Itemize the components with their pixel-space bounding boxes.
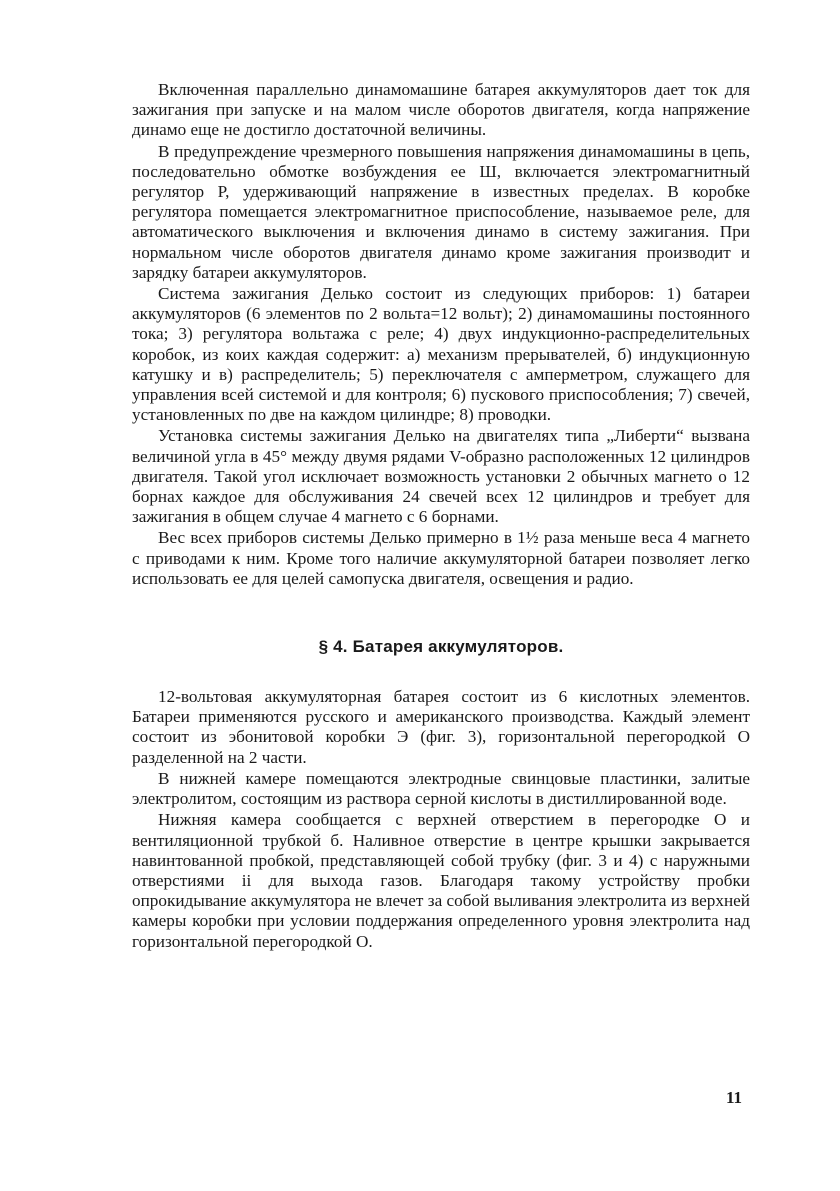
section-heading: § 4. Батарея аккумуляторов. bbox=[318, 637, 564, 657]
paragraph-weight-comparison: Вес всех приборов системы Делько примерно в 1½ раза меньше веса 4 магнето с приводами к ним. Кроме того наличие аккумуляторной батареи позволяет легко использовать ее для целей самопуска двигателя, освещения и радио. bbox=[132, 528, 750, 588]
page-number: 11 bbox=[726, 1088, 743, 1107]
paragraph-lower-chamber: В нижней камере помещаются электродные свинцовые пластинки, залитые электролитом, состоящим из раствора серной кислоты в дистиллированной воде. bbox=[132, 768, 750, 809]
document-page bbox=[132, 80, 750, 952]
paragraph-voltage-regulator: В предупреждение чрезмерного повышения напряжения динамомашины в цепь, последовательно обмотке возбуждения ее Ш, включается электромагнитный регулятор Р, удерживающий напряжение в известных пределах. В коробке регулятора помещается электромагнитное приспособление, называемое реле, для автоматического выключения и включения динамо в систему зажигания. При нормальном числе оборотов двигателя динамо кроме зажигания производит и зарядку батареи аккумуляторов. bbox=[132, 141, 750, 282]
paragraph-liberty-installation: Установка системы зажигания Делько на двигателях типа „Либерти“ вызвана величиной угла в 45° между двумя рядами V-образно расположенных 12 цилиндров двигателя. Такой угол исключает возможность установки 2 обычных магнето о 12 борнах каждое для обслуживания 24 свечей всех 12 цилиндров и требует для зажигания в общем случае 4 магнето с 6 борнами. bbox=[132, 426, 750, 527]
paragraph-battery-parallel: Включенная параллельно динамомашине батарея аккумуляторов дает ток для зажигания при запуске и на малом числе оборотов двигателя, когда напряжение динамо еще не достигло достаточной величины. bbox=[132, 80, 750, 140]
paragraph-vent-plug: Нижняя камера сообщается с верхней отверстием в перегородке О и вентиляционной трубкой б. Наливное отверстие в центре крышки закрывается навинтованной пробкой, представляющей собой трубку (фиг. 3 и 4) с наружными отверстиями ii для выхода газов. Благодаря такому устройству пробки опрокидывание аккумулятора не влечет за собой выливания электролита из верхней камеры коробки при условии поддержания определенного уровня электролита над горизонтальной перегородкой О. bbox=[132, 810, 750, 951]
paragraph-delco-components: Система зажигания Делько состоит из следующих приборов: 1) батареи аккумуляторов (6 элементов по 2 вольта=12 вольт); 2) динамомашины постоянного тока; 3) регулятора вольтажа с реле; 4) двух индукционно-распределительных коробок, из коих каждая содержит: а) механизм прерывателей, б) индукционную катушку и в) распределитель; 5) переключателя с амперметром, служащего для управления всей системой и для контроля; 6) пускового приспособления; 7) свечей, установленных по две на каждом цилиндре; 8) проводки. bbox=[132, 284, 750, 425]
paragraph-battery-composition: 12-вольтовая аккумуляторная батарея состоит из 6 кислотных элементов. Батареи применяются русского и американского производства. Каждый элемент состоит из эбонитовой коробки Э (фиг. 3), горизонтальной перегородкой О разделенной на 2 части. bbox=[132, 687, 750, 767]
